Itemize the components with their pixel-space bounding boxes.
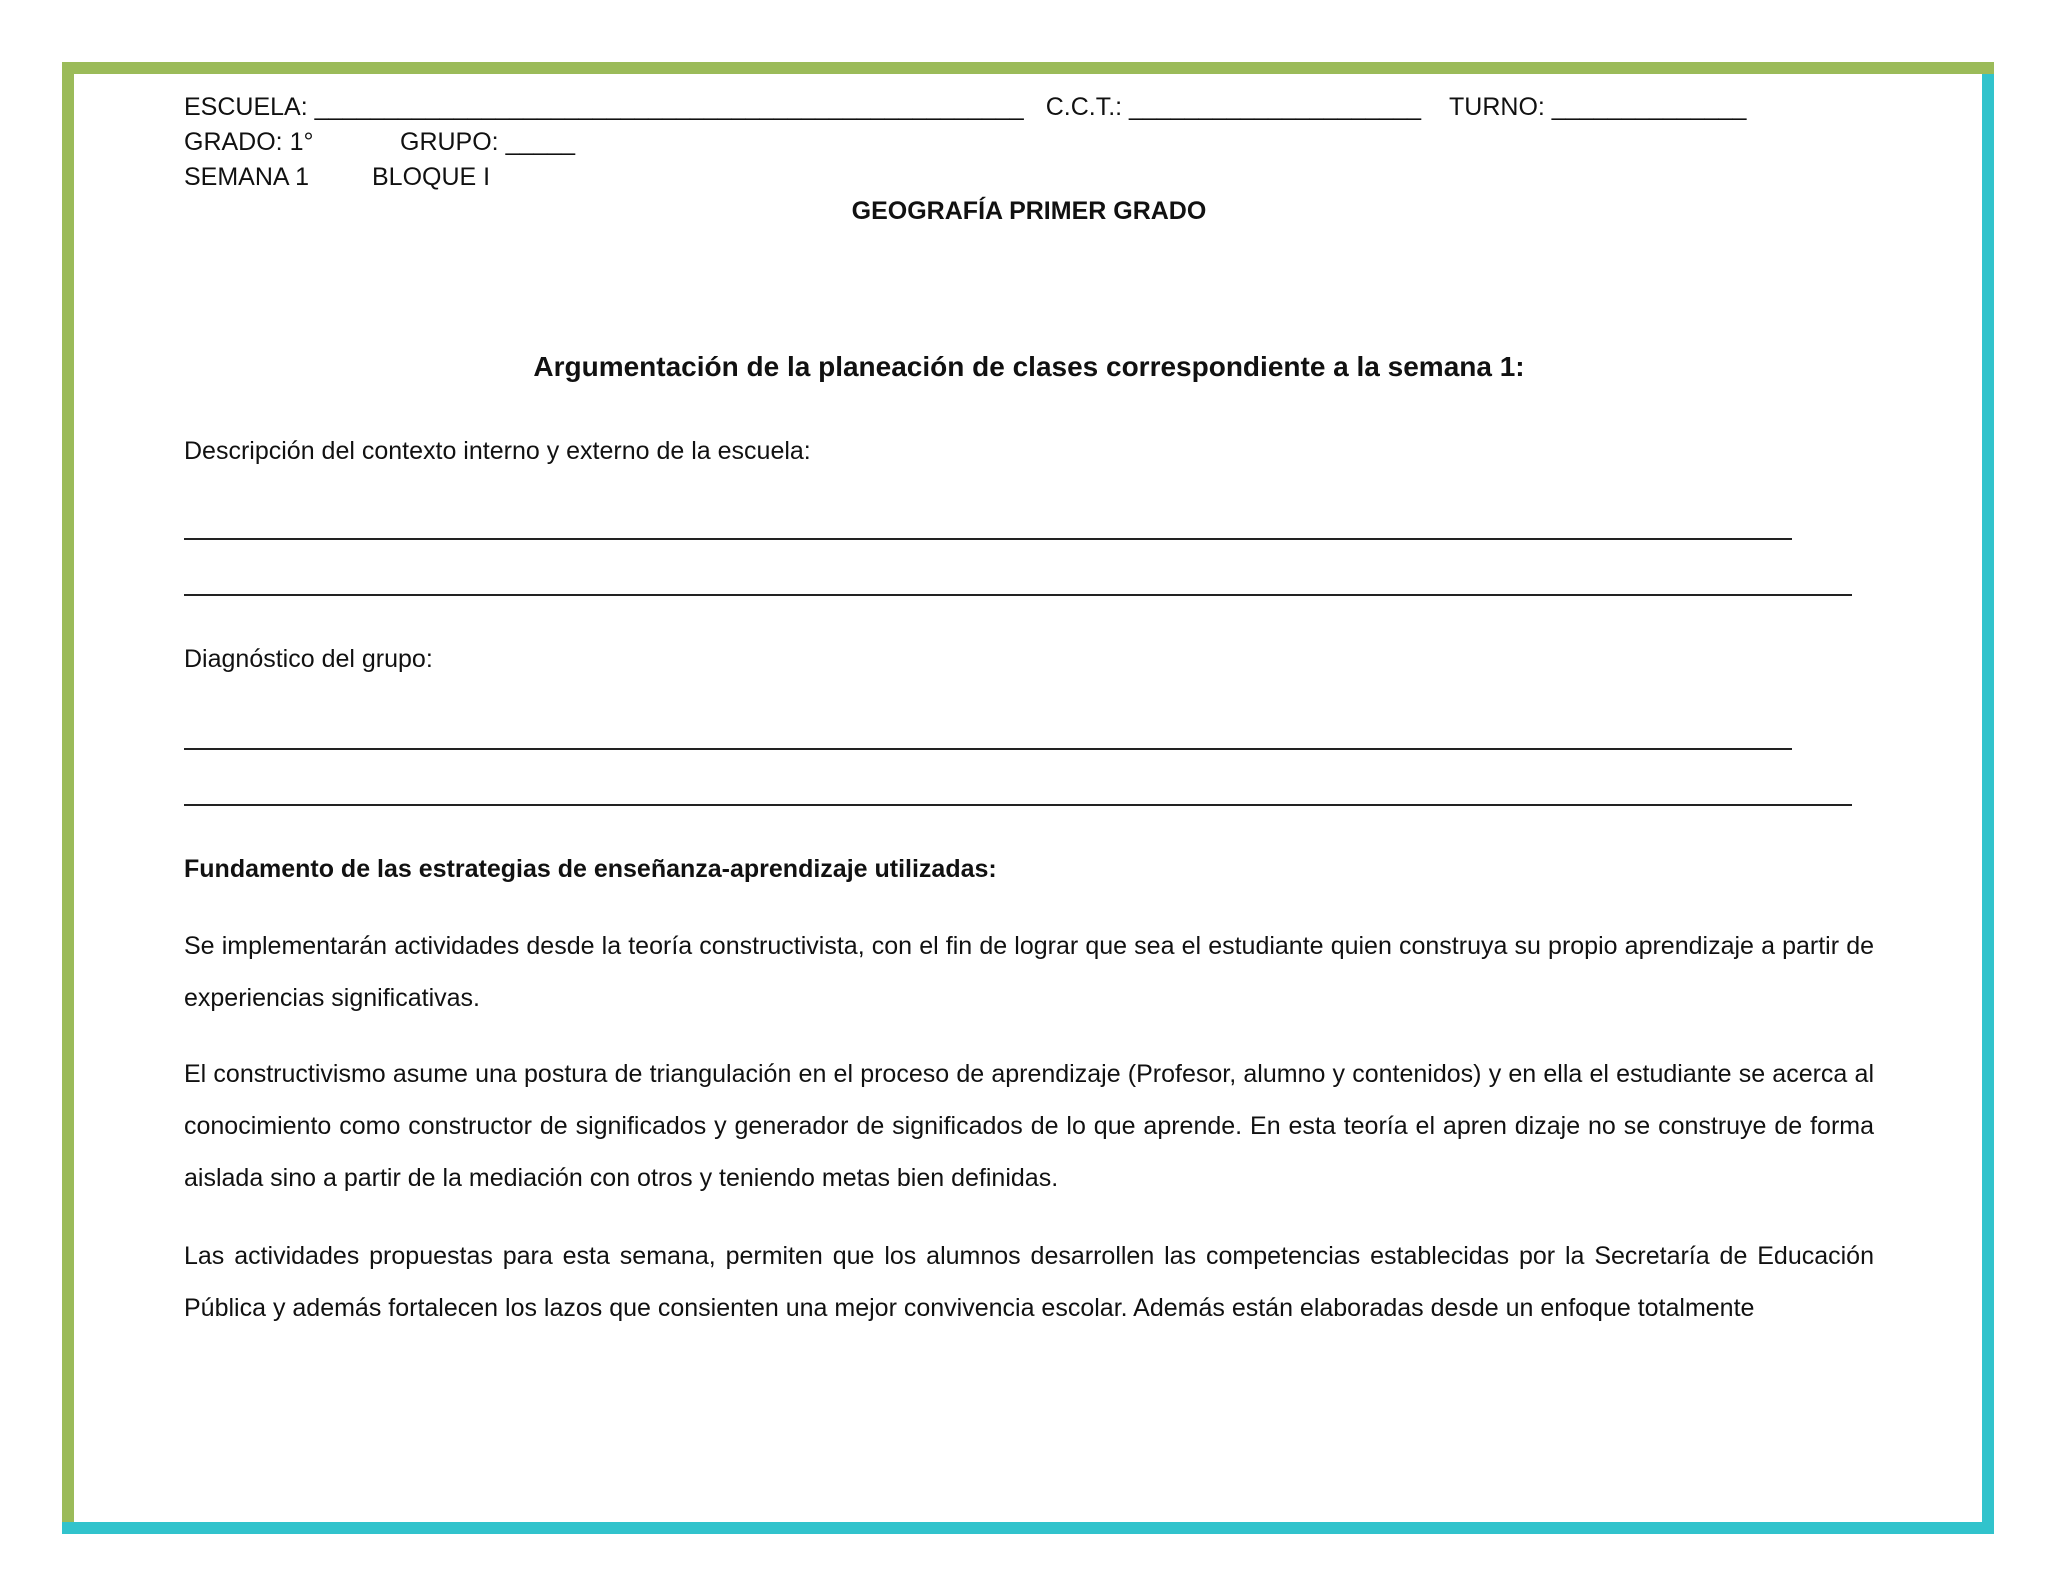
section-title: Argumentación de la planeación de clases correspondiente a la semana 1:	[533, 351, 1525, 382]
bloque-field: BLOQUE I	[372, 163, 491, 191]
contexto-answer-line-2	[184, 594, 1852, 596]
diagnostico-label: Diagnóstico del grupo:	[184, 645, 433, 673]
subject-title: GEOGRAFÍA PRIMER GRADO	[851, 197, 1207, 225]
contexto-label: Descripción del contexto interno y externo de la escuela:	[184, 437, 811, 465]
paragraph-1: Se implementarán actividades desde la teoría constructivista, con el fin de lograr que sea el estudiante quien construya su propio aprendizaje a partir de experiencias significativas.	[184, 932, 1874, 1012]
diagnostico-answer-line-2	[184, 804, 1852, 806]
cct-field: C.C.T.: _____________________	[1045, 93, 1422, 121]
frame-left-border	[62, 62, 74, 1522]
grado-field: GRADO: 1°	[184, 128, 314, 156]
turno-field: TURNO: ______________	[1449, 93, 1747, 121]
header-row-1	[184, 92, 1746, 122]
frame-top-border	[62, 62, 1994, 74]
header-row-3	[184, 162, 490, 192]
header-row-2	[184, 127, 575, 157]
grupo-field: GRUPO: _____	[400, 128, 576, 156]
semana-field: SEMANA 1	[184, 163, 310, 191]
diagnostico-answer-line-1	[184, 748, 1792, 750]
paragraph-3: Las actividades propuestas para esta semana, permiten que los alumnos desarrollen las competencias establecidas por la Secretaría de Educación Pública y además fortalecen los lazos que consienten una mejor convivencia escolar. Además están elaboradas desde un enfoque totalmente	[184, 1242, 1874, 1322]
frame-bottom-border	[62, 1522, 1994, 1534]
escuela-field: ESCUELA: ___________________________________________________	[184, 93, 1024, 121]
frame-right-border	[1982, 74, 1994, 1534]
paragraph-2: El constructivismo asume una postura de triangulación en el proceso de aprendizaje (Profesor, alumno y contenidos) y en ella el estudiante se acerca al conocimiento como constructor de significados y generador de significados de lo que aprende. En esta teoría el apren dizaje no se construye de forma aislada sino a partir de la mediación con otros y teniendo metas bien definidas.	[184, 1060, 1874, 1192]
contexto-answer-line-1	[184, 538, 1792, 540]
fundamento-heading: Fundamento de las estrategias de enseñanza-aprendizaje utilizadas:	[184, 855, 997, 883]
